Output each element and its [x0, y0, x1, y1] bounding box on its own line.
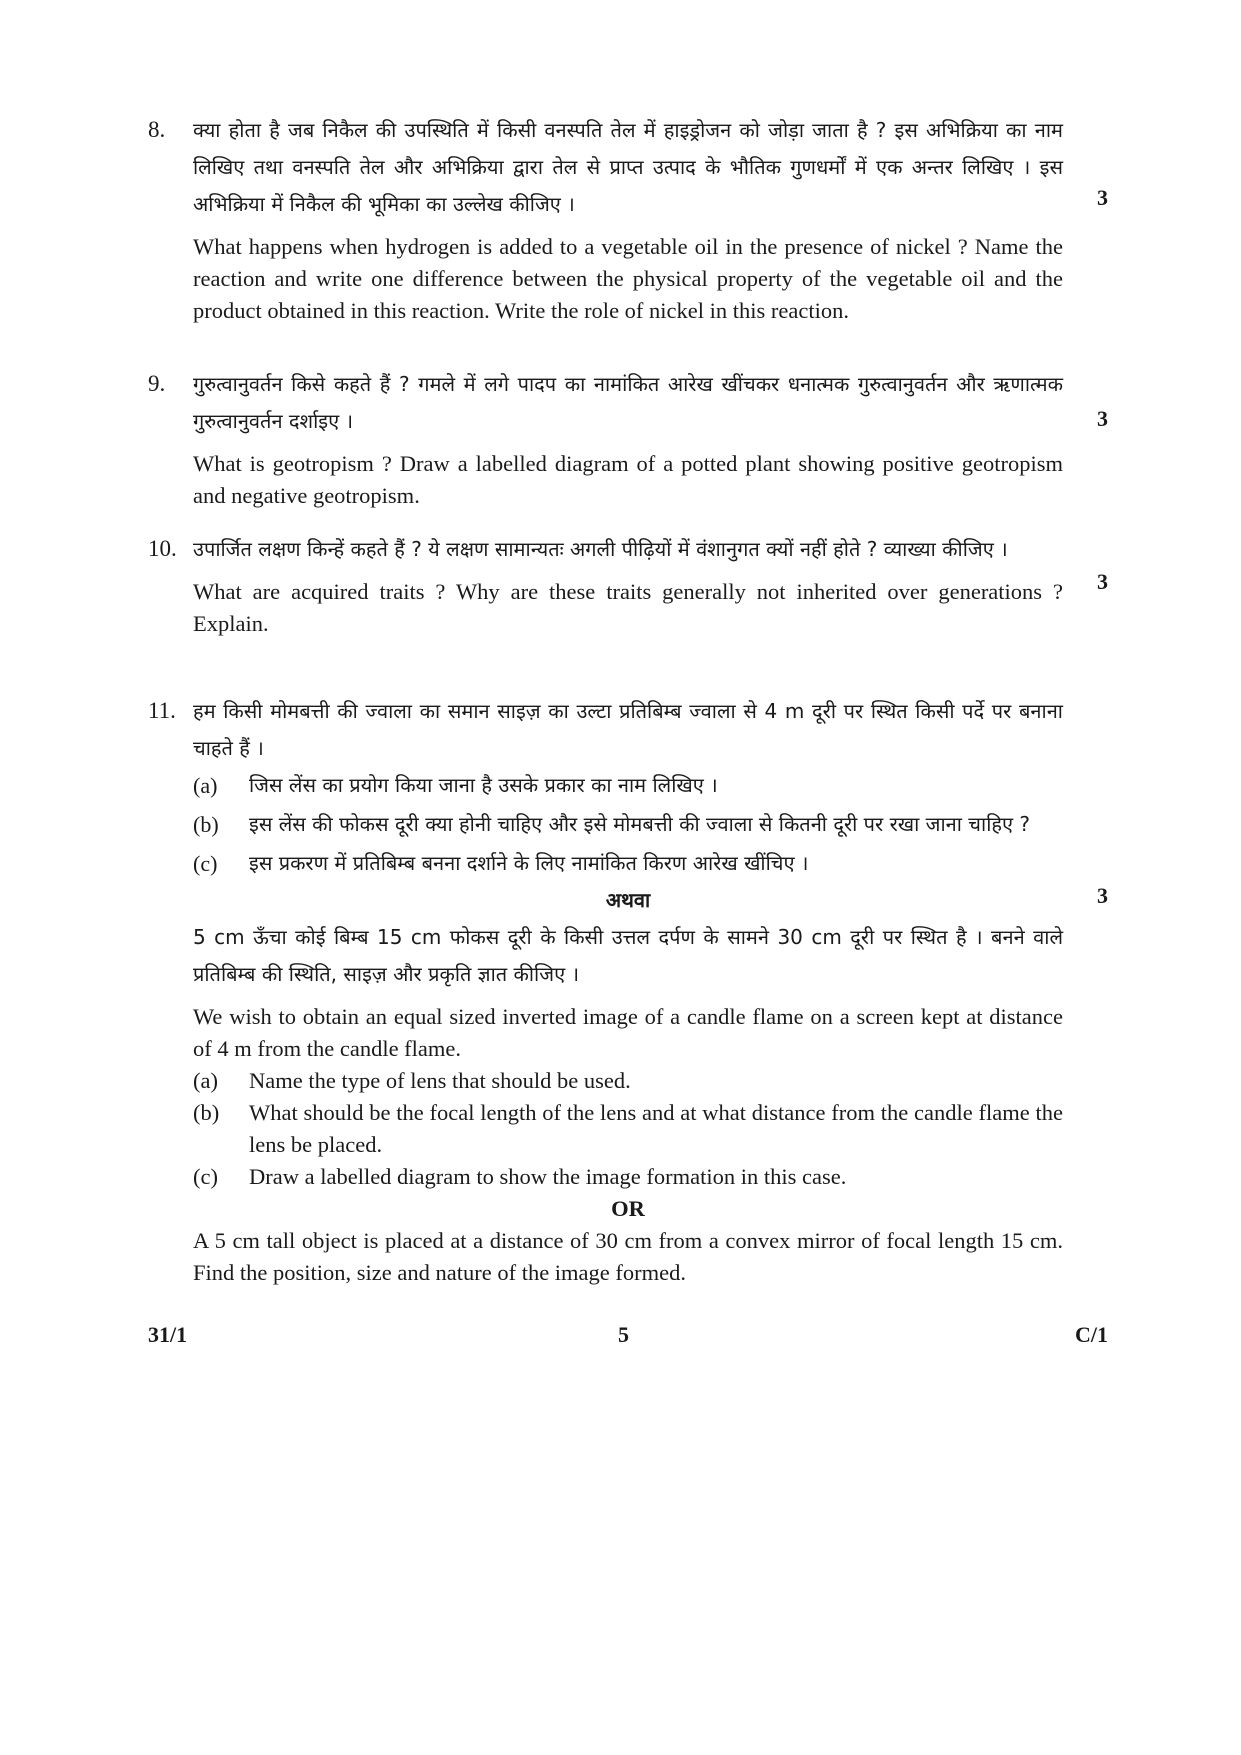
question-english-text: We wish to obtain an equal sized inverted image of a candle flame on a screen kept at distance of 4 m from the candle flame. — [193, 1004, 1063, 1061]
alternative-hindi-text: 5 cm ऊँचा कोई बिम्ब 15 cm फोकस दूरी के किसी उत्तल दर्पण के सामने 30 cm दूरी पर स्थित है । बनने वाले प्रतिबिम्ब की स्थिति, साइज़ और प्रकृति ज्ञात कीजिए । — [193, 925, 1063, 986]
hindi-part-a — [193, 767, 1063, 804]
english-part-a — [193, 1065, 1063, 1097]
question-english-text: What are acquired traits ? Why are these traits generally not inherited over generations ? Explain. — [193, 579, 1063, 636]
question-number: 8. — [148, 117, 166, 142]
page-footer — [148, 1322, 1108, 1352]
or-separator-english: OR — [611, 1196, 645, 1221]
page-number: 5 — [618, 1322, 629, 1347]
part-label: (a) — [193, 1068, 218, 1093]
marks: 3 — [1097, 406, 1108, 431]
english-part-b — [193, 1097, 1063, 1161]
hindi-part-c — [193, 845, 1063, 882]
or-separator-hindi: अथवा — [605, 888, 651, 912]
question-9 — [148, 366, 1108, 508]
marks: 3 — [1097, 569, 1108, 594]
question-8 — [148, 112, 1108, 337]
question-10 — [148, 531, 1108, 666]
marks: 3 — [1097, 883, 1108, 908]
question-number: 9. — [148, 371, 166, 396]
question-hindi-text: उपार्जित लक्षण किन्हें कहते हैं ? ये लक्षण सामान्यतः अगली पीढ़ियों में वंशानुगत क्यों नहीं होते ? व्याख्या कीजिए । — [193, 537, 1008, 561]
part-text: इस प्रकरण में प्रतिबिम्ब बनना दर्शाने के लिए नामांकित किरण आरेख खींचिए । — [249, 851, 809, 875]
part-label: (a) — [193, 773, 218, 798]
question-english-text: What is geotropism ? Draw a labelled diagram of a potted plant showing positive geotropism and negative geotropism. — [193, 451, 1063, 508]
hindi-part-b — [193, 806, 1063, 843]
part-label: (c) — [193, 1164, 218, 1189]
part-text: इस लेंस की फोकस दूरी क्या होनी चाहिए और इसे मोमबत्ती की ज्वाला से कितनी दूरी पर रखा जाना चाहिए ? — [249, 812, 1031, 836]
part-label: (b) — [193, 1100, 220, 1125]
question-11 — [148, 693, 1108, 1303]
english-part-c — [193, 1161, 1063, 1193]
part-label: (b) — [193, 812, 219, 837]
set-code: C/1 — [1075, 1322, 1108, 1347]
question-number: 10. — [148, 536, 177, 561]
question-hindi-text: गुरुत्वानुवर्तन किसे कहते हैं ? गमले में लगे पादप का नामांकित आरेख खींचकर धनात्मक गुरुत्वानुवर्तन और ऋणात्मक गुरुत्वानुवर्तन दर्शाइए । — [193, 372, 1063, 433]
part-text: What should be the focal length of the lens and at what distance from the candle flame the lens be placed. — [249, 1100, 1063, 1157]
alternative-english-text: A 5 cm tall object is placed at a distance of 30 cm from a convex mirror of focal length 15 cm. Find the position, size and nature of the image formed. — [193, 1228, 1063, 1285]
part-label: (c) — [193, 851, 218, 876]
part-text: जिस लेंस का प्रयोग किया जाना है उसके प्रकार का नाम लिखिए । — [249, 773, 718, 797]
part-text: Name the type of lens that should be used. — [249, 1068, 631, 1093]
question-hindi-text: क्या होता है जब निकैल की उपस्थिति में किसी वनस्पति तेल में हाइड्रोजन को जोड़ा जाता है ? इस अभिक्रिया का नाम लिखिए तथा वनस्पति तेल और अभिक्रिया द्वारा तेल से प्राप्त उत्पाद के भौतिक गुणधर्मों में एक अन्तर लिखिए । इस अभिक्रिया में निकैल की भूमिका का उल्लेख कीजिए । — [193, 118, 1063, 216]
marks: 3 — [1097, 185, 1108, 210]
question-number: 11. — [148, 698, 176, 723]
paper-code: 31/1 — [148, 1322, 188, 1347]
question-hindi-text: हम किसी मोमबत्ती की ज्वाला का समान साइज़ का उल्टा प्रतिबिम्ब ज्वाला से 4 m दूरी पर स्थित किसी पर्दे पर बनाना चाहते हैं । — [193, 699, 1063, 760]
part-text: Draw a labelled diagram to show the image formation in this case. — [249, 1164, 847, 1189]
question-english-text: What happens when hydrogen is added to a vegetable oil in the presence of nickel ? Name the reaction and write one difference between the physical property of the vegetable oil and the product obtained in this reaction. Write the role of nickel in this reaction. — [193, 234, 1063, 323]
